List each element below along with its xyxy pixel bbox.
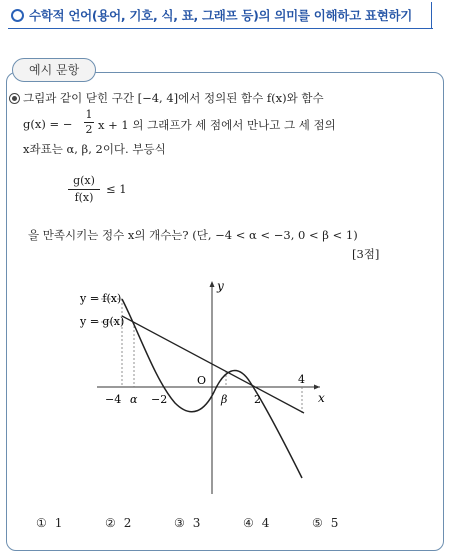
origin-label: O bbox=[197, 374, 207, 387]
y-axis-arrow bbox=[210, 281, 215, 287]
problem-line-3: x좌표는 α, β, 2이다. 부등식 bbox=[23, 142, 166, 156]
tick-beta: β bbox=[221, 393, 228, 406]
problem-line-2-left: g(x) = − bbox=[23, 117, 73, 131]
half-denominator: 2 bbox=[85, 123, 93, 136]
choice-value: 4 bbox=[261, 516, 270, 530]
choice-4[interactable] bbox=[243, 516, 269, 530]
inequality-denominator: f(x) bbox=[74, 191, 94, 204]
y-axis-label: y bbox=[217, 279, 224, 293]
label-f: y = f(x) bbox=[80, 292, 122, 305]
inequality-numerator: g(x) bbox=[73, 174, 95, 187]
choice-mark: ④ bbox=[243, 516, 254, 530]
tick-4: 4 bbox=[298, 373, 305, 386]
choice-value: 2 bbox=[123, 516, 132, 530]
objective-title: 수학적 언어(용어, 기호, 식, 표, 그래프 등)의 의미를 이해하고 표현하기 bbox=[29, 8, 413, 23]
problem-line-4: 을 만족시키는 정수 x의 개수는? (단, −4 < α < −3, 0 < β < 1) bbox=[28, 228, 358, 242]
section-tab: 예시 문항 bbox=[12, 58, 96, 82]
x-axis-arrow bbox=[314, 385, 320, 390]
choice-mark: ③ bbox=[174, 516, 185, 530]
tick-neg2: −2 bbox=[151, 393, 168, 406]
choice-5[interactable] bbox=[312, 516, 338, 530]
tick-neg4: −4 bbox=[105, 393, 122, 406]
choice-value: 1 bbox=[54, 516, 63, 530]
choice-value: 5 bbox=[330, 516, 339, 530]
problem-line-2-right: x + 1 의 그래프가 세 점에서 만나고 그 세 점의 bbox=[98, 118, 336, 132]
x-axis-label: x bbox=[318, 391, 325, 405]
half-numerator: 1 bbox=[85, 108, 93, 121]
problem-line-1: 그림과 같이 닫힌 구간 [−4, 4]에서 정의된 함수 f(x)와 함수 bbox=[23, 91, 324, 105]
choice-mark: ⑤ bbox=[312, 516, 323, 530]
g-line bbox=[122, 316, 304, 413]
choice-mark: ① bbox=[36, 516, 47, 530]
choice-value: 3 bbox=[192, 516, 201, 530]
tick-alpha: α bbox=[130, 393, 138, 406]
choice-3[interactable] bbox=[174, 516, 200, 530]
tick-2: 2 bbox=[254, 393, 261, 406]
choice-1[interactable] bbox=[36, 516, 62, 530]
inequality-rhs: ≤ 1 bbox=[106, 182, 127, 196]
choice-2[interactable] bbox=[105, 516, 131, 530]
label-g: y = g(x) bbox=[80, 315, 125, 328]
points-label: [3점] bbox=[352, 247, 380, 261]
choice-mark: ② bbox=[105, 516, 116, 530]
